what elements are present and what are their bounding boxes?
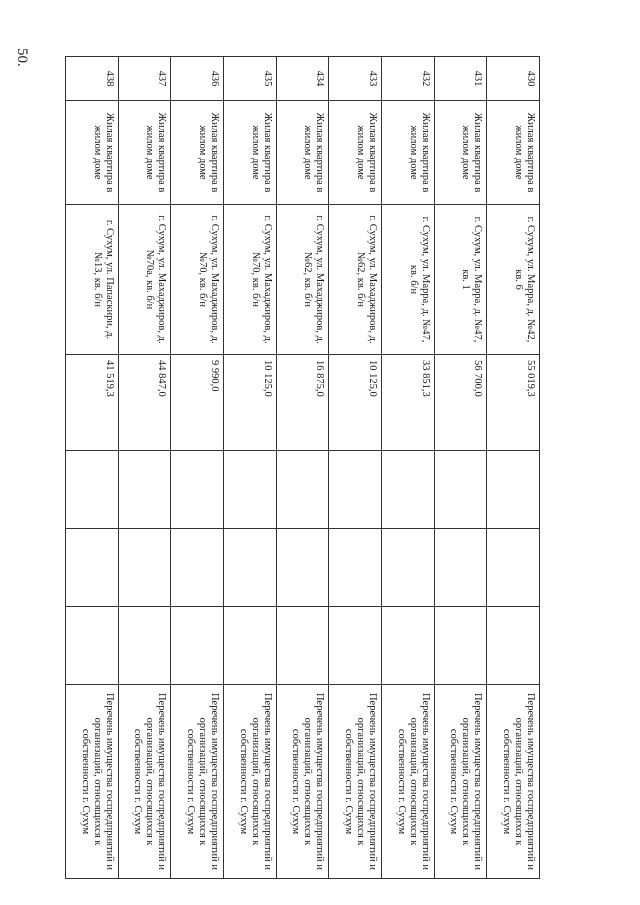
empty-cell: [276, 607, 329, 685]
property-type: Жилая квартира в жилом доме: [224, 101, 277, 205]
row-number: 437: [118, 57, 171, 101]
property-type: Жилая квартира в жилом доме: [329, 101, 382, 205]
empty-cell: [171, 607, 224, 685]
empty-cell: [171, 529, 224, 607]
property-type: Жилая квартира в жилом доме: [382, 101, 435, 205]
property-address: г. Сухум, ул. Махаджиров, д. №70а, кв. б/н: [118, 205, 171, 355]
property-address: г. Сухум, ул. Марра, д. №42, кв. 6: [487, 205, 540, 355]
property-value: 16 875,0: [276, 355, 329, 451]
empty-cell: [329, 451, 382, 529]
table-row: [329, 57, 382, 879]
table-row: [382, 57, 435, 879]
empty-cell: [434, 607, 487, 685]
property-value: 41 519,3: [66, 355, 119, 451]
empty-cell: [329, 529, 382, 607]
property-basis: Перечень имущества госпредприятий и организаций, относящихся к собственности г. Сухум: [224, 685, 277, 879]
property-type: Жилая квартира в жилом доме: [66, 101, 119, 205]
empty-cell: [487, 529, 540, 607]
row-number: 433: [329, 57, 382, 101]
empty-cell: [224, 607, 277, 685]
table-row: [434, 57, 487, 879]
property-value: 9 990,0: [171, 355, 224, 451]
property-basis: Перечень имущества госпредприятий и организаций, относящихся к собственности г. Сухум: [382, 685, 435, 879]
property-address: г. Сухум, ул. Папаскири, д. №13, кв. б/н: [66, 205, 119, 355]
property-type: Жилая квартира в жилом доме: [434, 101, 487, 205]
property-value: 10 125,0: [329, 355, 382, 451]
property-basis: Перечень имущества госпредприятий и организаций, относящихся к собственности г. Сухум: [118, 685, 171, 879]
property-basis: Перечень имущества госпредприятий и организаций, относящихся к собственности г. Сухум: [171, 685, 224, 879]
page-number: 50.: [14, 48, 30, 67]
property-basis: Перечень имущества госпредприятий и организаций, относящихся к собственности г. Сухум: [66, 685, 119, 879]
property-address: г. Сухум, ул. Махаджиров, д. №70, кв. б/н: [224, 205, 277, 355]
empty-cell: [224, 451, 277, 529]
property-address: г. Сухум, ул. Махаджиров, д. №62, кв. б/н: [329, 205, 382, 355]
property-address: г. Сухум, ул. Марра, д. №47, кв. 1: [434, 205, 487, 355]
property-type: Жилая квартира в жилом доме: [276, 101, 329, 205]
property-value: 55 019,3: [487, 355, 540, 451]
property-address: г. Сухум, ул. Марра, д. №47, кв. б/н: [382, 205, 435, 355]
empty-cell: [382, 607, 435, 685]
empty-cell: [118, 607, 171, 685]
empty-cell: [329, 607, 382, 685]
empty-cell: [382, 451, 435, 529]
row-number: 432: [382, 57, 435, 101]
property-type: Жилая квартира в жилом доме: [487, 101, 540, 205]
empty-cell: [276, 529, 329, 607]
property-type: Жилая квартира в жилом доме: [118, 101, 171, 205]
table-row: [118, 57, 171, 879]
table-row: [66, 57, 119, 879]
empty-cell: [487, 451, 540, 529]
property-basis: Перечень имущества госпредприятий и организаций, относящихся к собственности г. Сухум: [487, 685, 540, 879]
table-row: [487, 57, 540, 879]
row-number: 431: [434, 57, 487, 101]
empty-cell: [66, 529, 119, 607]
property-value: 10 125,0: [224, 355, 277, 451]
empty-cell: [434, 529, 487, 607]
row-number: 438: [66, 57, 119, 101]
rotated-table-wrapper: [65, 56, 540, 878]
property-basis: Перечень имущества госпредприятий и организаций, относящихся к собственности г. Сухум: [329, 685, 382, 879]
property-basis: Перечень имущества госпредприятий и организаций, относящихся к собственности г. Сухум: [276, 685, 329, 879]
empty-cell: [434, 451, 487, 529]
empty-cell: [66, 451, 119, 529]
property-basis: Перечень имущества госпредприятий и организаций, относящихся к собственности г. Сухум: [434, 685, 487, 879]
property-value: 33 851,3: [382, 355, 435, 451]
property-value: 44 847,0: [118, 355, 171, 451]
row-number: 430: [487, 57, 540, 101]
property-registry-table: [65, 56, 540, 879]
empty-cell: [224, 529, 277, 607]
table-row: [224, 57, 277, 879]
empty-cell: [382, 529, 435, 607]
empty-cell: [276, 451, 329, 529]
table-row: [171, 57, 224, 879]
property-address: г. Сухум, ул. Махаджиров, д. №62, кв. б/н: [276, 205, 329, 355]
empty-cell: [118, 451, 171, 529]
row-number: 435: [224, 57, 277, 101]
property-type: Жилая квартира в жилом доме: [171, 101, 224, 205]
row-number: 434: [276, 57, 329, 101]
property-address: г. Сухум, ул. Махаджиров, д. №70, кв. б/н: [171, 205, 224, 355]
empty-cell: [66, 607, 119, 685]
empty-cell: [171, 451, 224, 529]
empty-cell: [118, 529, 171, 607]
table-row: [276, 57, 329, 879]
empty-cell: [487, 607, 540, 685]
property-value: 56 700,0: [434, 355, 487, 451]
row-number: 436: [171, 57, 224, 101]
